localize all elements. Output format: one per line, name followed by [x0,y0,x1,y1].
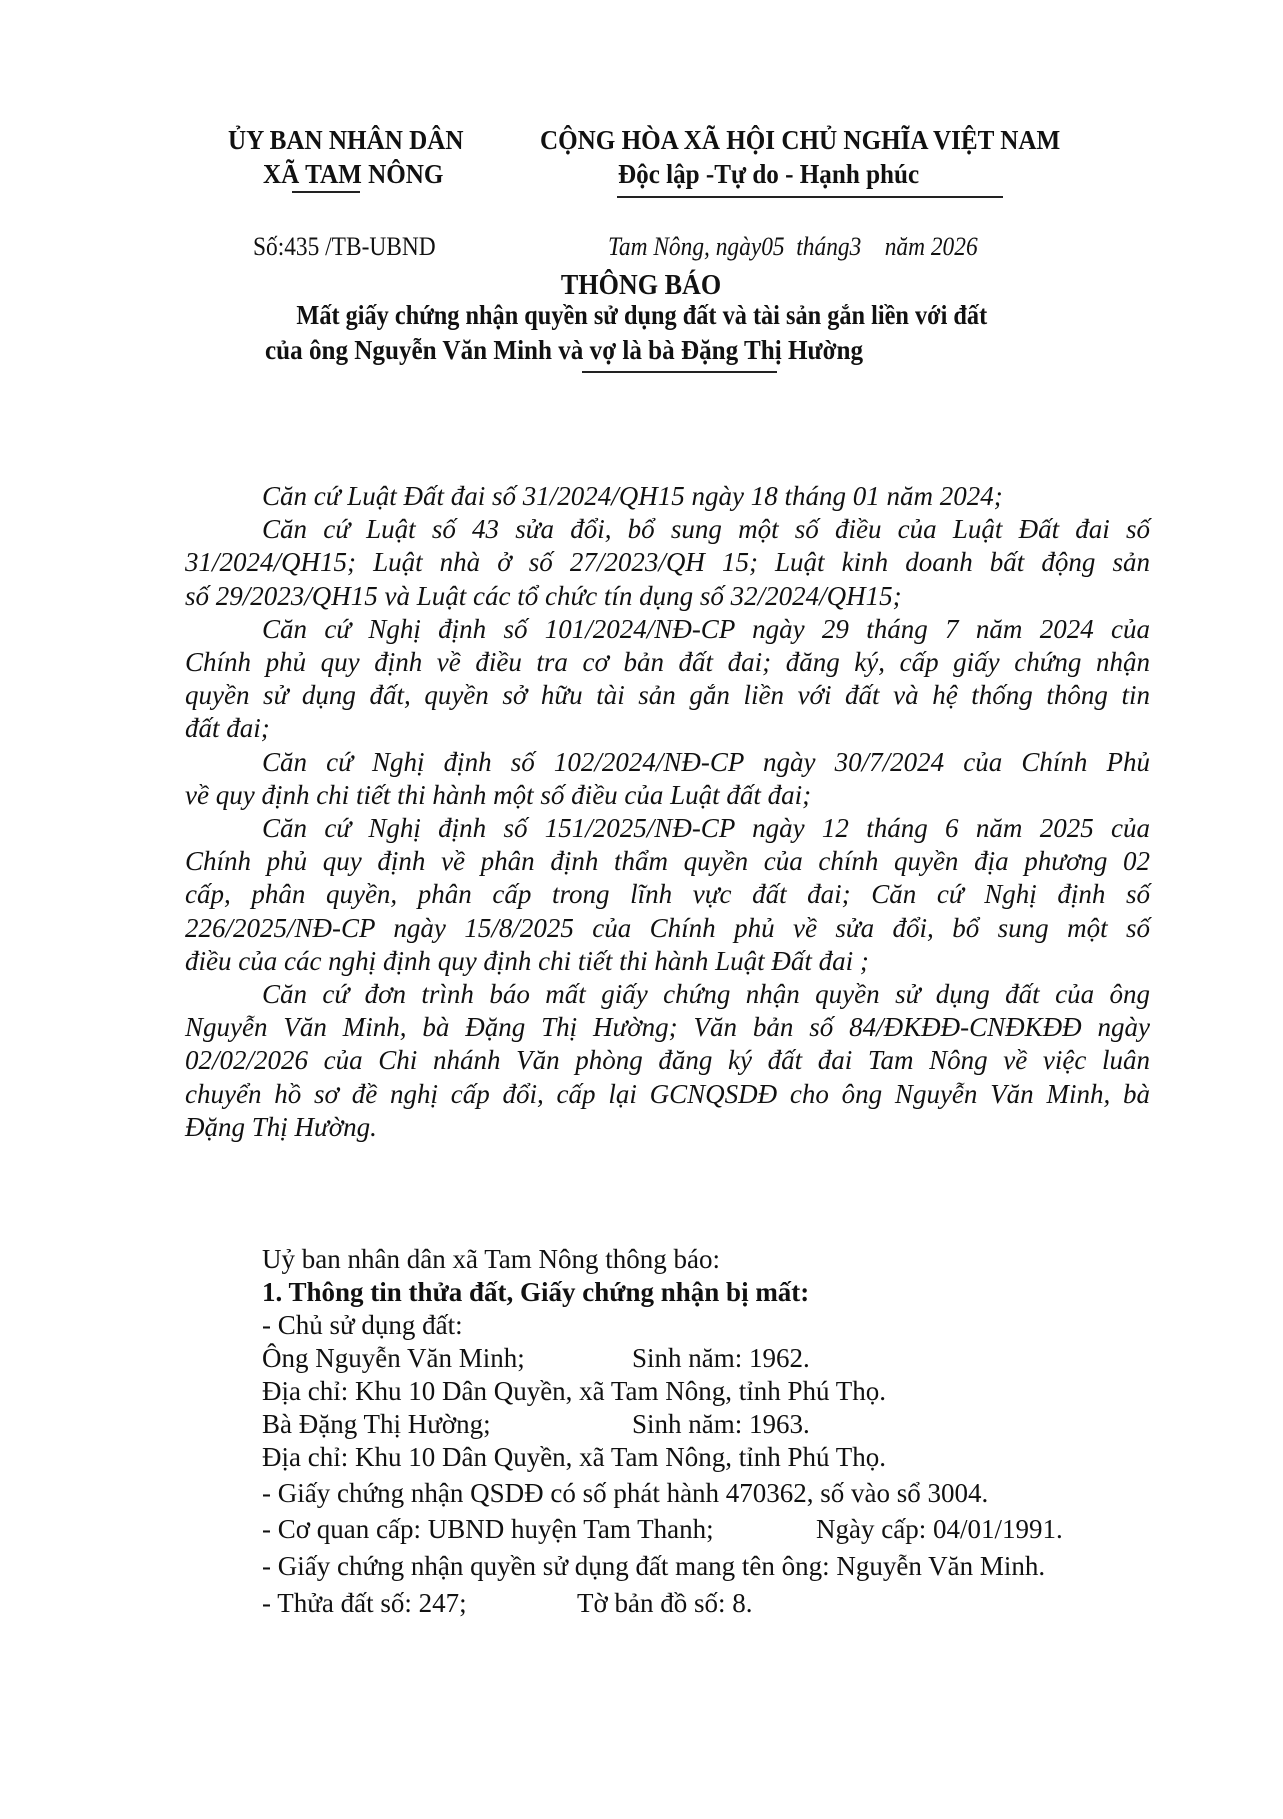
legal-basis-line: về quy định chi tiết thi hành một số điều của Luật đất đai; [185,780,812,810]
national-motto: Độc lập -Tự do - Hạnh phúc [618,159,920,189]
legal-basis-line: Căn cứ Nghị định số 151/2025/NĐ-CP ngày 12 tháng 6 năm 2025 của [262,813,1150,843]
legal-basis-line: 226/2025/NĐ-CP ngày 15/8/2025 của Chính phủ về sửa đổi, bổ sung một số [185,913,1150,943]
place-date: Tam Nông, ngày05 tháng3 năm 2026 [608,232,978,261]
owner1-name: Ông Nguyễn Văn Minh; [262,1343,525,1373]
certificate-holder: - Giấy chứng nhận quyền sử dụng đất mang tên ông: Nguyễn Văn Minh. [262,1551,1046,1581]
document-title: THÔNG BÁO [561,269,722,301]
owner2-address: Địa chỉ: Khu 10 Dân Quyền, xã Tam Nông, tỉnh Phú Thọ. [262,1442,887,1472]
legal-basis-line: Căn cứ Luật số 43 sửa đổi, bổ sung một số điều của Luật Đất đai số [262,514,1150,544]
legal-basis-line: chuyển hồ sơ đề nghị cấp đổi, cấp lại GCNQSDĐ cho ông Nguyễn Văn Minh, bà [185,1079,1150,1109]
legal-basis-line: số 29/2023/QH15 và Luật các tổ chức tín dụng số 32/2024/QH15; [185,581,902,611]
legal-basis-line: 31/2024/QH15; Luật nhà ở số 27/2023/QH 15; Luật kinh doanh bất động sản [185,547,1150,577]
announcement-intro: Uỷ ban nhân dân xã Tam Nông thông báo: [262,1244,721,1274]
legal-basis-line: cấp, phân quyền, phân cấp trong lĩnh vực đất đai; Căn cứ Nghị định số [185,879,1150,909]
title-underline [582,371,777,373]
legal-basis-line: Nguyễn Văn Minh, bà Đặng Thị Hường; Văn bản số 84/ĐKĐĐ-CNĐKĐĐ ngày [185,1012,1150,1042]
legal-basis-line: Chính phủ quy định về phân định thẩm quyền của chính quyền địa phương 02 [185,846,1150,876]
legal-basis-line: Căn cứ đơn trình báo mất giấy chứng nhận quyền sử dụng đất của ông [262,979,1150,1009]
legal-basis-line: Chính phủ quy định về điều tra cơ bản đất đai; đăng ký, cấp giấy chứng nhận [185,647,1150,677]
motto-underline [617,196,1003,198]
document-subtitle-line2: của ông Nguyễn Văn Minh và vợ là bà Đặng Thị Hường [265,335,864,365]
legal-basis-line: Căn cứ Nghị định số 102/2024/NĐ-CP ngày 30/7/2024 của Chính Phủ [262,747,1150,777]
section1-heading: 1. Thông tin thửa đất, Giấy chứng nhận bị mất: [262,1277,810,1307]
owner2-birth-year: Sinh năm: 1963. [632,1409,810,1439]
legal-basis-line: điều của các nghị định quy định chi tiết thi hành Luật Đất đai ; [185,946,869,976]
owner-label: - Chủ sử dụng đất: [262,1310,463,1340]
owner1-address: Địa chỉ: Khu 10 Dân Quyền, xã Tam Nông, tỉnh Phú Thọ. [262,1376,887,1406]
legal-basis-line: Đặng Thị Hường. [185,1112,377,1142]
owner1-birth-year: Sinh năm: 1962. [632,1343,810,1373]
legal-basis-line: đất đai; [185,713,270,743]
issuing-authority-line2: XÃ TAM NÔNG [263,159,444,189]
authority-underline [292,191,360,193]
document-number: Số:435 /TB-UBND [253,232,436,261]
owner2-name: Bà Đặng Thị Hường; [262,1409,491,1439]
legal-basis-line: 02/02/2026 của Chi nhánh Văn phòng đăng ký đất đai Tam Nông về việc luân [185,1045,1150,1075]
certificate-number: - Giấy chứng nhận QSDĐ có số phát hành 470362, số vào sổ 3004. [262,1478,989,1508]
issue-date: Ngày cấp: 04/01/1991. [816,1514,1063,1544]
map-sheet-number: Tờ bản đồ số: 8. [577,1588,753,1618]
parcel-number: - Thửa đất số: 247; [262,1588,467,1618]
national-title: CỘNG HÒA XÃ HỘI CHỦ NGHĨA VIỆT NAM [540,125,1061,155]
legal-basis-line: Căn cứ Luật Đất đai số 31/2024/QH15 ngày 18 tháng 01 năm 2024; [262,481,1003,511]
legal-basis-line: quyền sử dụng đất, quyền sở hữu tài sản gắn liền với đất và hệ thống thông tin [185,680,1150,710]
document-subtitle-line1: Mất giấy chứng nhận quyền sử dụng đất và tài sản gắn liền với đất [296,300,987,330]
issuing-authority-line1: ỦY BAN NHÂN DÂN [228,125,464,155]
legal-basis-line: Căn cứ Nghị định số 101/2024/NĐ-CP ngày 29 tháng 7 năm 2024 của [262,614,1150,644]
issuing-agency: - Cơ quan cấp: UBND huyện Tam Thanh; [262,1514,714,1544]
